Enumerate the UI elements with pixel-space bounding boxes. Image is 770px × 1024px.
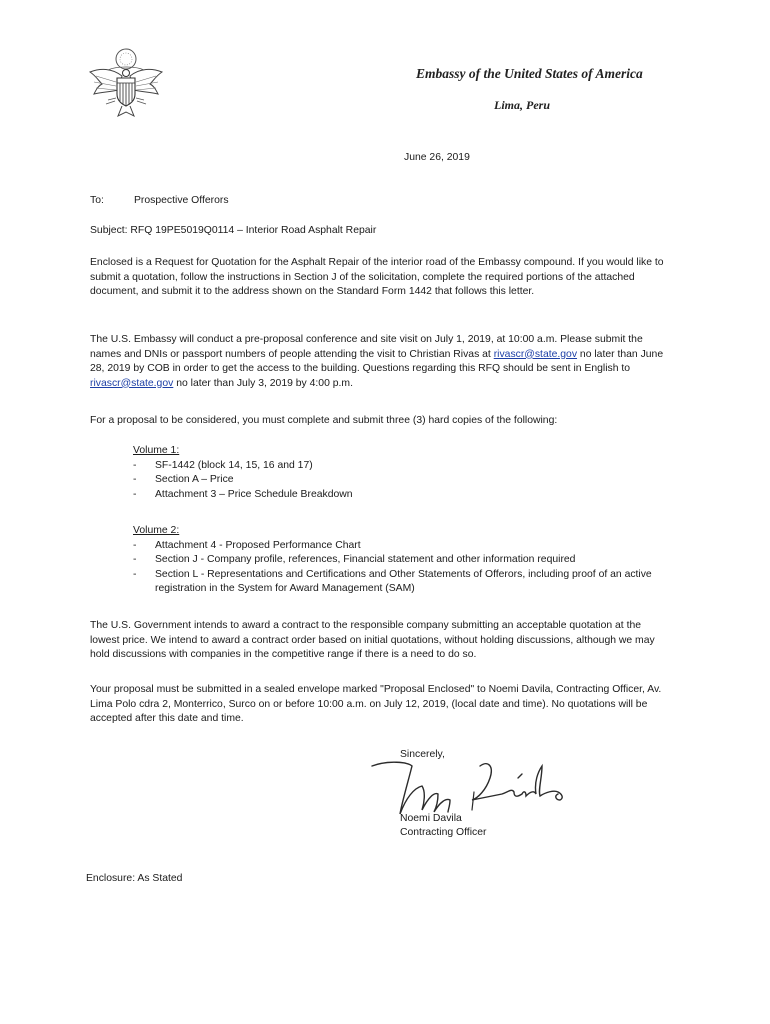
embassy-seal-icon — [88, 46, 164, 122]
signer-title: Contracting Officer — [400, 827, 487, 838]
embassy-city: Lima, Peru — [494, 98, 550, 112]
volume-2-title: Volume 2: — [133, 525, 180, 536]
paragraph-conference-part1: The U.S. Embassy will conduct a pre-proposal conference and site visit on July 1, 2019, at 10:00 a.m. Please submit the names and DNIs or passport numbers of people attending the visit to Christian Rivas at — [90, 334, 643, 360]
volume-1-title: Volume 1: — [133, 445, 180, 456]
recipient-line — [90, 194, 229, 209]
paragraph-conference-part2: no later than June 28, 2019 by COB in order to get the access to the building. Questions regarding this RFQ should be sent in English to — [90, 348, 664, 374]
volume-2-list — [133, 539, 673, 597]
letter-date: June 26, 2019 — [404, 152, 470, 163]
paragraph-submission: Your proposal must be submitted in a sealed envelope marked "Proposal Enclosed" to Noemi Davila, Contracting Officer, Av. Lima Polo cdra 2, Monterrico, Surco on or before 10:00 a.m. on July 12, 2019, (local date and time). No quotations will be accepted after this date and time. — [90, 684, 662, 724]
paragraph-conference — [90, 333, 670, 391]
volume-2-section — [133, 524, 673, 597]
list-item: - Section L - Representations and Certifications and Other Statements of Offerors, including proof of an active registration in the System for Award Management (SAM) — [133, 568, 673, 597]
volume-1-section — [133, 444, 653, 502]
paragraph-conference-part3: no later than July 3, 2019 by 4:00 p.m. — [173, 377, 353, 389]
paragraph-intro: Enclosed is a Request for Quotation for the Asphalt Repair of the interior road of the Embassy compound. If you would like to submit a quotation, follow the instructions in Section J of the solicitation, complete the required portions of the attached document, and submit it to the address shown on the Standard Form 1442 that follows this letter. — [90, 257, 664, 297]
to-value: Prospective Offerors — [134, 195, 229, 206]
list-item: - Attachment 3 – Price Schedule Breakdown — [133, 488, 653, 503]
enclosure-note: Enclosure: As Stated — [86, 873, 183, 884]
embassy-name: Embassy of the United States of America — [416, 66, 643, 81]
to-label: To: — [90, 195, 104, 206]
email-link-1[interactable]: rivascr@state.gov — [493, 348, 578, 360]
signer-name: Noemi Davila — [400, 813, 462, 824]
list-item: - Section J - Company profile, references, Financial statement and other information required — [133, 553, 673, 568]
closing-salutation: Sincerely, — [400, 749, 445, 760]
list-item: - SF-1442 (block 14, 15, 16 and 17) — [133, 459, 653, 474]
paragraph-award: The U.S. Government intends to award a contract to the responsible company submitting an acceptable quotation at the lowest price. We intend to award a contract order based on initial quotations, without holding discussions, although we may hold discussions with companies in the competitive range if there is a need to do so. — [90, 620, 655, 660]
list-item: - Attachment 4 - Proposed Performance Chart — [133, 539, 673, 554]
subject-line: Subject: RFQ 19PE5019Q0114 – Interior Road Asphalt Repair — [90, 225, 377, 236]
email-link-2[interactable]: rivascr@state.gov — [90, 377, 174, 389]
list-item: - Section A – Price — [133, 473, 653, 488]
volume-1-list — [133, 459, 653, 503]
paragraph-requirements: For a proposal to be considered, you must complete and submit three (3) hard copies of the following: — [90, 415, 558, 426]
